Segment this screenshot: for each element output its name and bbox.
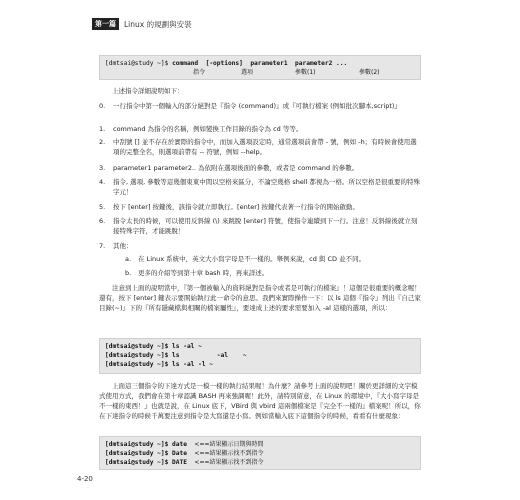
code-note: <==結果顯示找不到指令 [194,450,264,457]
code-line: [dmtsai@study ~]$ ls -al -l ~ [105,361,214,368]
code-cmd: [dmtsai@study ~]$ DATE [105,459,187,466]
list-item: 4. 指令, 選項, 參數等這幾個東東中間以空格來區分，不論空幾格 shell 都視為一格。所以空格是很重要的特殊字元！ [99,178,421,196]
label-options: 選項 [241,69,254,76]
sub-list-item: b. 更多的介紹等到第十章 bash 時，再來詳述。 [125,269,269,277]
code-cmd: [dmtsai@study ~]$ Date [105,450,187,457]
paragraph-2: 注意到上面的說明當中，『第一個被輸入的資料絕對是指令或者是可執行的檔案』！這個是很重要的概念喔！還有，按下 [enter] 鍵表示要開始執行此一命令的意思。我們來實際操作一下：以 ls 這個『指令』列出『自己家目錄(~)』下的『所有隱藏檔與相關的檔案屬性』，要達成上述的要求需要加入 -al 這樣的選項，所以： [99,284,421,312]
code-line: [dmtsai@study ~]$ ls -al ~ [105,352,247,359]
intro-text: 上述指令詳細說明如下： [112,87,184,95]
syntax-command: command [172,60,199,67]
syntax-options: [-options] [205,60,243,67]
list-item: 6. 指令太長的時候，可以使用反斜線 (\) 來跳脫 [enter] 符號，使指令連續到下一行。注意！反斜線後就立刻接特殊字符，才能跳脫！ [99,217,418,235]
command-syntax-box [99,55,421,80]
sub-list-item: a. 在 Linux 系統中，英文大小寫字母是不一樣的。舉例來說，cd 與 CD 並不同。 [125,255,366,263]
list-item: 5. 按下 [enter] 按鍵後，該指令就立即執行。[enter] 按鍵代表著一行指令的開始啟動。 [99,203,360,211]
code-cmd: [dmtsai@study ~]$ date [105,441,187,448]
list-item: 2. 中刮號 [] 並不存在於實際的指令中，而加入選項設定時，通常選項前會帶 - 號，例如 -h；有時候會使用選項的完整全名，則選項前帶有 -- 符號，例如 --help。 [99,138,417,156]
label-param2: 參數(2) [359,69,380,76]
list-item: 3. parameter1 parameter2.. 為依附在選項後面的參數，或者是 command 的參數。 [99,164,359,172]
paragraph-3: 上面這三個指令的下達方式是一模一樣的執行結果喔！為什麼？請參考上面的說明吧！關於更詳細的文字模式使用方式，我們會在第十章認識 BASH 再來強調喔！此外，請特別留意，在 Linux 的環境中，『大小寫字母是不一樣的東西！』也就是說，在 Linux 底下，VBird 與 vbird 這兩個檔案是『完全不一樣的』檔案呢！所以，你在下達指令的時候千萬要注意到指令是大寫還是小寫。例如當輸入底下這個指令的時候，看看有什麼現象： [99,382,421,420]
list-item: 1. command 為指令的名稱，例如變換工作目錄的指令為 cd 等等。 [99,125,303,133]
list-item: 0. 一行指令中第一個輸入的部分絕對是『指令 (command)』或『可執行檔案 (例如批次腳本,script)』 [99,102,401,110]
page-number: 4-20 [77,475,93,483]
code-line: [dmtsai@study ~]$ ls -al ~ [105,343,202,350]
code-note: <==結果顯示找不到指令 [194,459,264,466]
list-item: 7. 其他： [99,242,133,250]
syntax-param1: parameter1 [250,60,288,67]
header-title: Linux 的規劃與安裝 [124,19,192,29]
code-note: <==結果顯示日期與時間 [194,441,264,448]
label-command: 指令 [193,69,206,76]
ls-example-box [99,338,421,374]
date-example-box [99,436,421,470]
label-param1: 參數(1) [295,69,316,76]
prompt: [dmtsai@study ~]$ [105,60,169,67]
running-header [92,18,192,30]
chapter-badge: 第一篇 [92,18,119,30]
syntax-param2: parameter2 ... [295,60,348,67]
